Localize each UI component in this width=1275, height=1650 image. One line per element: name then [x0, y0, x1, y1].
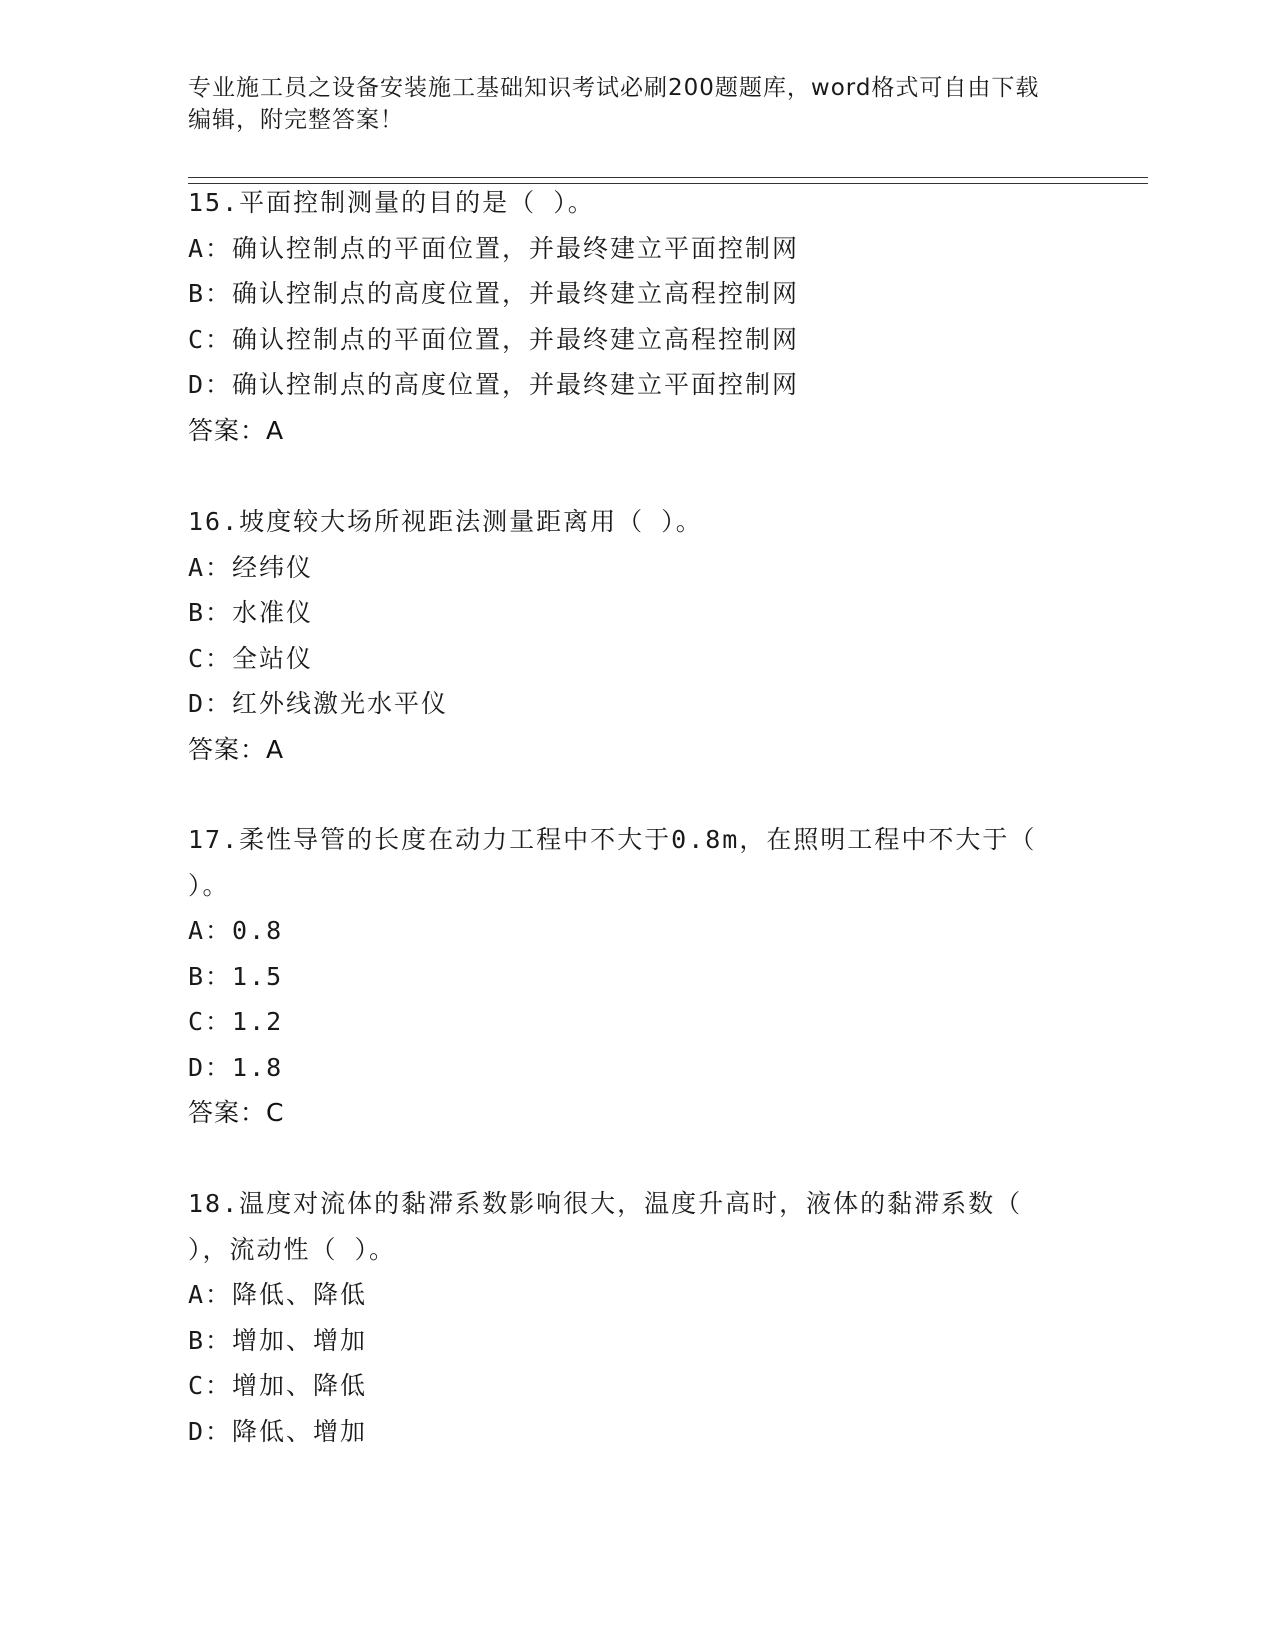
header-line-1: 专业施工员之设备安装施工基础知识考试必刷200题题库，word格式可自由下载 — [188, 75, 1040, 101]
question-16 — [188, 499, 1088, 772]
question-stem: 17.柔性导管的长度在动力工程中不大于0.8m，在照明工程中不大于（ — [188, 825, 1037, 854]
header-line-2: 编辑，附完整答案！ — [188, 107, 404, 133]
option-d: D：确认控制点的高度位置，并最终建立平面控制网 — [188, 370, 800, 399]
answer: 答案：C — [188, 1098, 285, 1127]
question-stem-continued: ），流动性（ ）。 — [188, 1234, 397, 1264]
option-a: A：经纬仪 — [188, 552, 314, 582]
option-a: A：确认控制点的平面位置，并最终建立平面控制网 — [188, 233, 800, 263]
option-b: B：水准仪 — [188, 598, 314, 627]
option-a: A：0.8 — [188, 916, 284, 945]
option-c: C：确认控制点的平面位置，并最终建立高程控制网 — [188, 324, 800, 354]
question-18 — [188, 1181, 1088, 1454]
document-header — [188, 72, 1068, 136]
question-15 — [188, 180, 1088, 453]
option-c: C：全站仪 — [188, 643, 314, 673]
option-a: A：降低、降低 — [188, 1280, 368, 1309]
question-stem: 16.坡度较大场所视距法测量距离用（ ）。 — [188, 507, 703, 536]
option-d: D：1.8 — [188, 1052, 284, 1082]
question-17 — [188, 817, 1088, 1136]
option-d: D：红外线激光水平仪 — [188, 689, 449, 718]
option-b: B：确认控制点的高度位置，并最终建立高程控制网 — [188, 279, 800, 308]
option-b: B：增加、增加 — [188, 1325, 368, 1355]
question-stem: 18.温度对流体的黏滞系数影响很大，温度升高时，液体的黏滞系数（ — [188, 1189, 1023, 1218]
option-c: C：增加、降低 — [188, 1371, 368, 1400]
question-stem: 15.平面控制测量的目的是（ ）。 — [188, 188, 595, 217]
option-c: C：1.2 — [188, 1007, 284, 1036]
option-b: B：1.5 — [188, 961, 284, 991]
question-stem-continued: ）。 — [188, 870, 230, 900]
answer: 答案：A — [188, 415, 285, 445]
option-d: D：降低、增加 — [188, 1416, 368, 1446]
answer: 答案：A — [188, 734, 285, 764]
